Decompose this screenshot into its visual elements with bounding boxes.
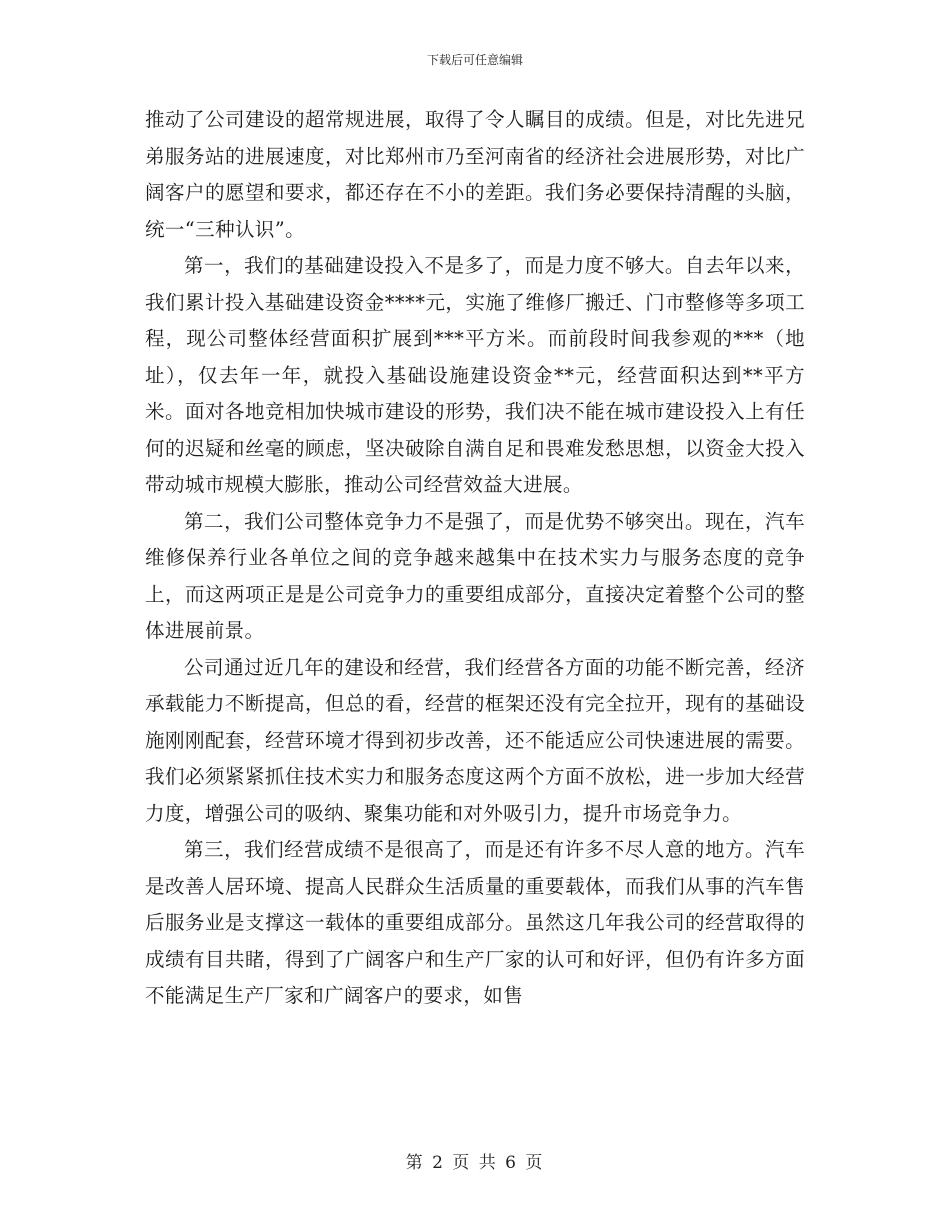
paragraph-5: 第三，我们经营成绩不是很高了，而是还有许多不尽人意的地方。汽车是改善人居环境、提高人民群众生活质量的重要载体，而我们从事的汽车售后服务业是支撑这一载体的重要组成部分。虽然这几年我公司的经营取得的成绩有目共睹，得到了广阔客户和生产厂家的认可和好评，但仍有许多方面不能满足生产厂家和广阔客户的要求，如售	[145, 838, 805, 1007]
paragraph-1: 推动了公司建设的超常规进展，取得了令人瞩目的成绩。但是，对比先进兄弟服务站的进展速度，对比郑州市乃至河南省的经济社会进展形势，对比广阔客户的愿望和要求，都还存在不小的差距。我们务必要保持清醒的头脑，统一“三种认识”。	[145, 108, 805, 241]
document-body	[145, 102, 805, 1015]
page-footer: 第 2 页 共 6 页	[405, 1153, 545, 1173]
page-header: 下载后可任意编辑	[426, 53, 523, 67]
paragraph-4: 公司通过近几年的建设和经营，我们经营各方面的功能不断完善，经济承载能力不断提高，但总的看，经营的框架还没有完全拉开，现有的基础设施刚刚配套，经营环境才得到初步改善，还不能适应公司快速进展的需要。我们必须紧紧抓住技术实力和服务态度这两个方面不放松，进一步加大经营力度，增强公司的吸纳、聚集功能和对外吸引力，提升市场竞争力。	[145, 655, 805, 825]
paragraph-3: 第二，我们公司整体竞争力不是强了，而是优势不够突出。现在，汽车维修保养行业各单位之间的竞争越来越集中在技术实力与服务态度的竞争上，而这两项正是是公司竞争力的重要组成部分，直接决定着整个公司的整体进展前景。	[145, 509, 805, 642]
paragraph-2: 第一，我们的基础建设投入不是多了，而是力度不够大。自去年以来，我们累计投入基础建设资金****元，实施了维修厂搬迁、门市整修等多项工程，现公司整体经营面积扩展到***平方米。而前段时间我参观的***（地址），仅去年一年，就投入基础设施建设资金**元，经营面积达到**平方米。面对各地竞相加快城市建设的形势，我们决不能在城市建设投入上有任何的迟疑和丝毫的顾虑，坚决破除自满自足和畏难发愁思想，以资金大投入带动城市规模大膨胀，推动公司经营效益大进展。	[145, 254, 805, 496]
